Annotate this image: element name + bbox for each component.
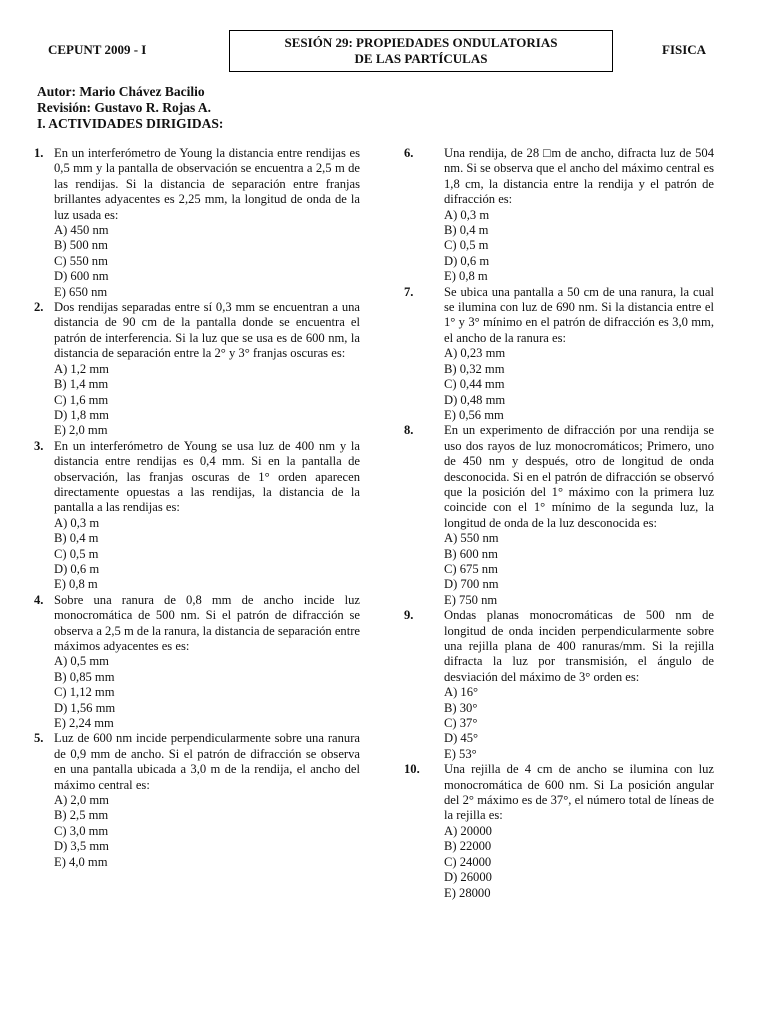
answer-option: A) 1,2 mm <box>54 361 109 376</box>
answer-option: E) 2,0 mm <box>54 423 108 438</box>
answer-option: A) 0,3 m <box>54 515 100 530</box>
answer-option: B) 0,4 m <box>444 223 489 238</box>
answer-option: C) 0,44 mm <box>444 377 505 392</box>
question-item <box>34 300 360 439</box>
question-item <box>34 146 360 300</box>
section-heading: I. ACTIVIDADES DIRIGIDAS: <box>37 116 224 131</box>
answer-option: D) 26000 <box>444 870 492 885</box>
answer-option: D) 700 nm <box>444 577 499 592</box>
answer-option: E) 2,24 mm <box>54 716 114 731</box>
answer-option: E) 0,8 m <box>54 577 98 592</box>
left-column <box>34 146 360 870</box>
answer-option: C) 550 nm <box>54 253 108 268</box>
answer-option: A) 16° <box>444 685 479 700</box>
answer-option: C) 24000 <box>444 854 492 869</box>
answer-option: A) 450 nm <box>54 223 109 238</box>
question-item <box>404 608 714 762</box>
document-meta <box>37 84 223 132</box>
answer-options <box>444 346 714 423</box>
answer-option: C) 37° <box>444 716 478 731</box>
answer-options <box>444 824 714 901</box>
question-text: Dos rendijas separadas entre sí 0,3 mm se encuentran a una distancia de 90 cm de la pantalla donde se encuentra el patrón de interferencia. Si la luz que se usa es de 600 nm, la distancia de separación entre la 2° y 3° franjas oscuras es: <box>54 300 360 361</box>
answer-option: E) 650 nm <box>54 284 108 299</box>
question-item <box>34 731 360 870</box>
question-number: 1. <box>34 146 44 160</box>
answer-option: E) 28000 <box>444 885 491 900</box>
revision-line: Revisión: Gustavo R. Rojas A. <box>37 100 212 115</box>
answer-option: E) 0,8 m <box>444 269 488 284</box>
answer-option: B) 0,85 mm <box>54 669 115 684</box>
answer-option: A) 0,5 mm <box>54 654 109 669</box>
question-text: Ondas planas monocromáticas de 500 nm de longitud de onda inciden perpendicularmente sobre una rejilla plana de 400 ranuras/mm. Si la rejilla difracta la luz por transmisión, el ángulo de desviación del máximo de 3° orden es: <box>444 608 714 684</box>
answer-options <box>54 654 360 731</box>
answer-option: B) 1,4 mm <box>54 377 109 392</box>
question-text: Se ubica una pantalla a 50 cm de una ranura, la cual se ilumina con luz de 690 nm. Si la distancia entre el 1° y 3° mínimo en el patrón de difracción es 3,0 mm, el ancho de la ranura es: <box>444 284 714 345</box>
answer-option: B) 30° <box>444 700 478 715</box>
answer-options <box>444 685 714 762</box>
answer-option: B) 500 nm <box>54 238 108 253</box>
question-number: 9. <box>404 608 414 623</box>
answer-option: C) 1,6 mm <box>54 392 109 407</box>
answer-option: B) 22000 <box>444 839 492 854</box>
question-number: 8. <box>404 423 414 438</box>
question-number: 5. <box>34 731 44 746</box>
answer-option: B) 0,32 mm <box>444 361 505 376</box>
question-text: Luz de 600 nm incide perpendicularmente sobre una ranura de 0,9 mm de ancho. Si el patrón de difracción se observa en una pantalla ubicada a 3,0 m de la rendija, el ancho del máximo central es: <box>54 731 360 792</box>
answer-option: D) 0,6 m <box>54 561 100 576</box>
answer-option: E) 4,0 mm <box>54 854 108 869</box>
answer-option: D) 600 nm <box>54 269 109 284</box>
answer-options <box>54 362 360 439</box>
answer-option: C) 675 nm <box>444 561 498 576</box>
answer-option: B) 2,5 mm <box>54 808 109 823</box>
right-column <box>404 146 714 901</box>
answer-option: A) 550 nm <box>444 531 499 546</box>
answer-options <box>54 516 360 593</box>
answer-option: D) 1,56 mm <box>54 700 116 715</box>
answer-option: C) 0,5 m <box>54 546 99 561</box>
question-text: Una rejilla de 4 cm de ancho se ilumina con luz monocromática de 600 nm. Si La posición angular del 2° máximo es de 37°, el número total de líneas de la rejilla es: <box>444 762 714 823</box>
page-header <box>0 28 768 76</box>
answer-options <box>54 223 360 300</box>
question-number: 4. <box>34 592 44 607</box>
answer-option: A) 2,0 mm <box>54 793 109 808</box>
answer-option: C) 3,0 mm <box>54 823 109 838</box>
session-title-box <box>229 30 613 72</box>
answer-option: D) 1,8 mm <box>54 407 109 422</box>
answer-option: E) 750 nm <box>444 592 498 607</box>
question-item <box>404 762 714 901</box>
question-item <box>34 593 360 732</box>
question-number: 2. <box>34 300 44 315</box>
answer-option: E) 53° <box>444 746 477 761</box>
answer-option: C) 0,5 m <box>444 238 489 253</box>
question-item <box>404 146 714 285</box>
question-text: Una rendija, de 28 □m de ancho, difracta luz de 504 nm. Si se observa que el ancho del máximo central es 1,8 cm, la distancia entre la rendija y el patrón de difracción es: <box>444 146 714 207</box>
answer-options <box>444 531 714 608</box>
question-text: Sobre una ranura de 0,8 mm de ancho incide luz monocromática de 500 nm. Si el patrón de difracción se observa a 2,5 m de la ranura, la distancia de separación entre máximos adyacentes es es: <box>54 592 360 653</box>
session-title-line1: SESIÓN 29: PROPIEDADES ONDULATORIAS <box>284 35 558 50</box>
answer-option: B) 0,4 m <box>54 531 99 546</box>
question-number: 10. <box>404 762 420 777</box>
subject-label: FISICA <box>662 42 707 57</box>
question-text: En un experimento de difracción por una rendija se uso dos rayos de luz monocromáticos; Primero, uno de 450 nm y después, otro de longitud de onda desconocida. Si en el patrón de difracción se observó que la posición del 1° máximo con la primera luz coincide con el 1° mínimo de la segunda luz, la longitud de onda de la luz desconocida es: <box>444 423 714 530</box>
question-item <box>404 285 714 424</box>
answer-option: A) 0,23 mm <box>444 346 506 361</box>
answer-option: A) 0,3 m <box>444 207 490 222</box>
author-line: Autor: Mario Chávez Bacilio <box>37 84 205 99</box>
course-label: CEPUNT 2009 - I <box>48 42 147 57</box>
answer-option: D) 45° <box>444 731 479 746</box>
session-title-line2: DE LAS PARTÍCULAS <box>354 51 488 66</box>
question-number: 6. <box>404 146 414 160</box>
answer-option: A) 20000 <box>444 823 492 838</box>
answer-option: E) 0,56 mm <box>444 407 504 422</box>
question-item <box>404 423 714 608</box>
answer-option: D) 0,6 m <box>444 253 490 268</box>
question-number: 3. <box>34 438 44 453</box>
answer-option: B) 600 nm <box>444 546 498 561</box>
answer-options <box>54 793 360 870</box>
answer-option: D) 0,48 mm <box>444 392 506 407</box>
question-number: 7. <box>404 284 414 299</box>
answer-options <box>444 208 714 285</box>
answer-option: D) 3,5 mm <box>54 839 109 854</box>
answer-option: C) 1,12 mm <box>54 685 115 700</box>
question-text: En un interferómetro de Young la distancia entre rendijas es 0,5 mm y la pantalla de observación se encuentra a 2,5 m de las rendijas. Si la distancia de separación entre franjas brillantes adyacentes es 2,25 mm, la longitud de onda de la luz usada es: <box>54 146 360 222</box>
question-text: En un interferómetro de Young se usa luz de 400 nm y la distancia entre rendijas es 0,4 mm. Si en la pantalla de observación, las franjas oscuras de 1° orden aparecen directamente opuestas a las rendijas, la distancia de la pantalla a las rendijas es: <box>54 438 360 515</box>
question-item <box>34 439 360 593</box>
